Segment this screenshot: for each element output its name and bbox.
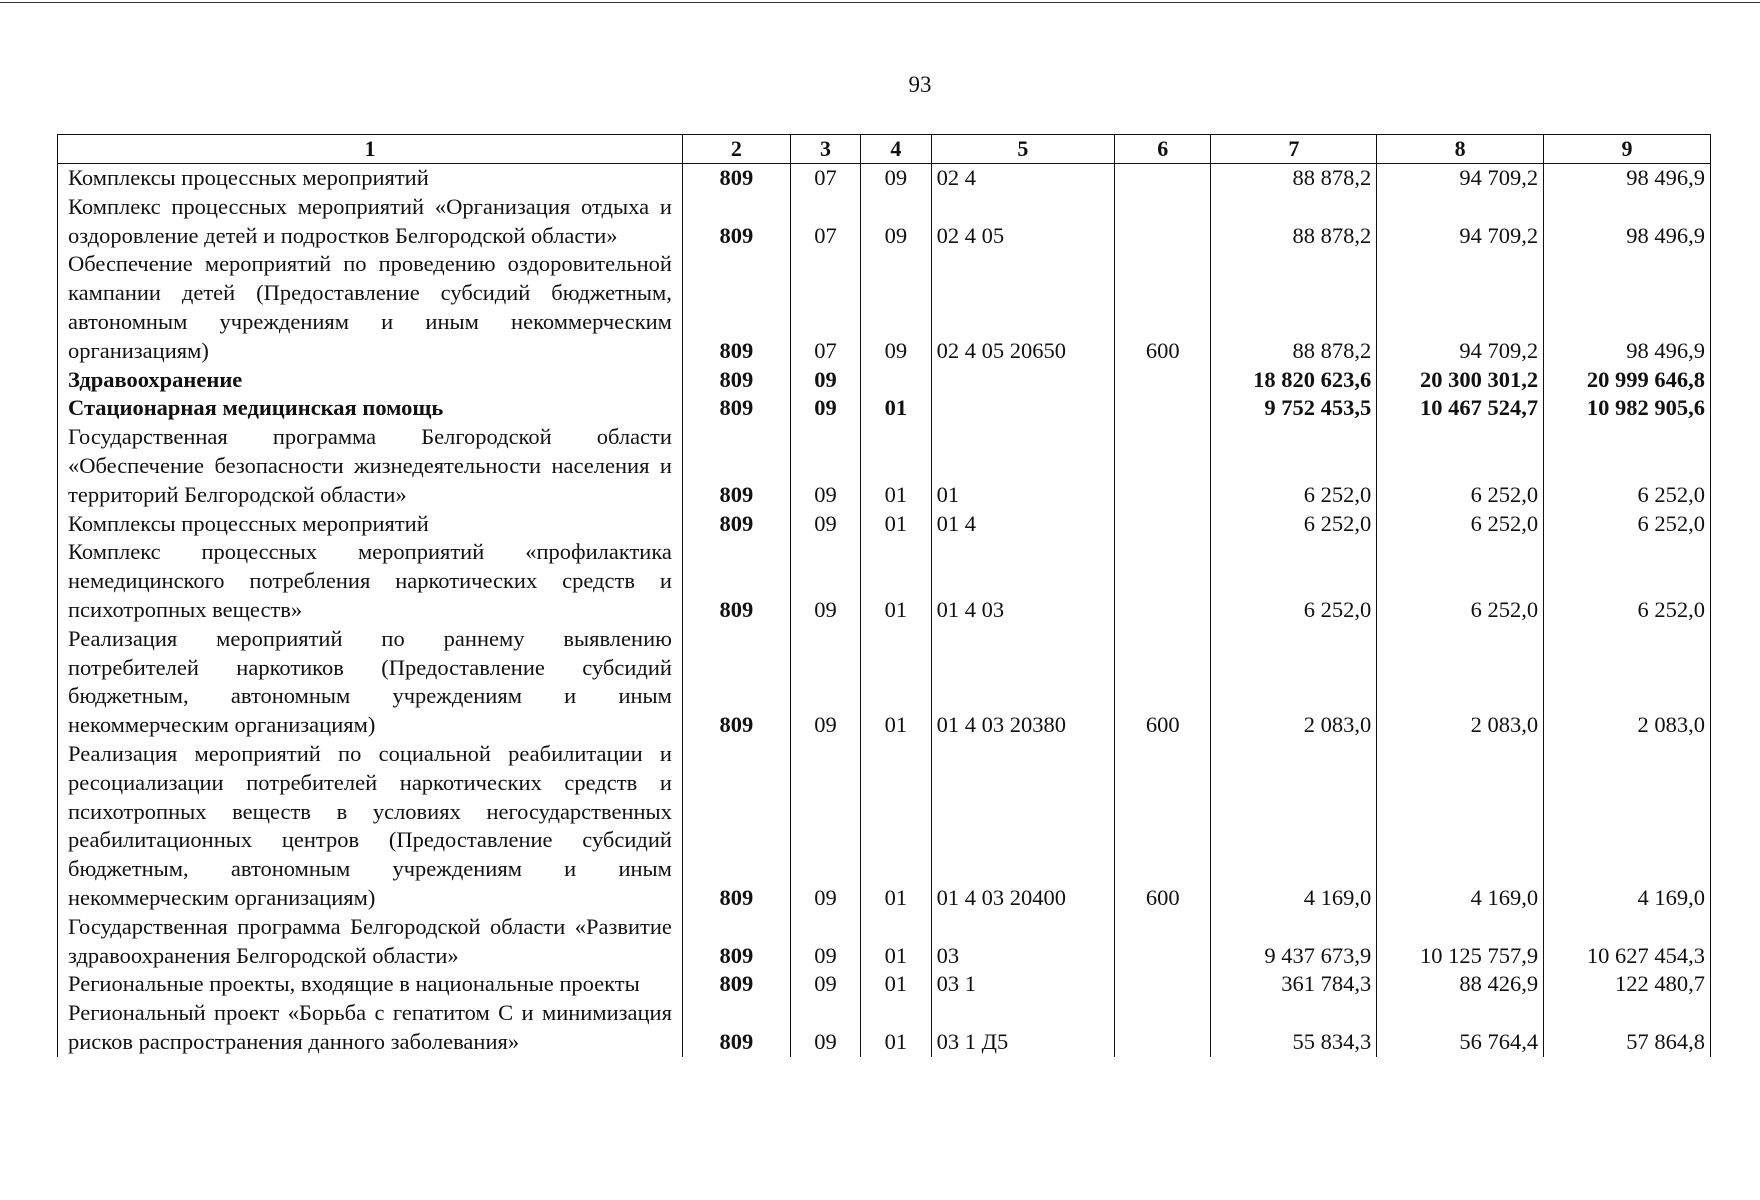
amount-col8: 6 252,0	[1377, 423, 1544, 509]
target-code: 02 4 05	[931, 193, 1114, 251]
amount-col7: 9 437 673,9	[1211, 913, 1377, 971]
amount-col9: 10 627 454,3	[1544, 913, 1711, 971]
expense-type-code	[1115, 423, 1211, 509]
amount-col7: 4 169,0	[1211, 740, 1377, 913]
section-code: 09	[790, 423, 860, 509]
amount-col8: 94 709,2	[1377, 250, 1544, 365]
table-row	[58, 625, 1711, 740]
subsection-code: 01	[861, 510, 931, 539]
section-code: 09	[790, 625, 860, 740]
section-code: 09	[790, 366, 860, 395]
table-row	[58, 394, 1711, 423]
column-header: 7	[1211, 135, 1377, 164]
row-name: Обеспечение мероприятий по проведению оздоровительной кампании детей (Предоставление субсидий бюджетным, автономным учреждениям и иным некоммерческим организациям)	[58, 250, 683, 365]
amount-col7: 2 083,0	[1211, 625, 1377, 740]
amount-col9: 122 480,7	[1544, 970, 1711, 999]
amount-col9: 98 496,9	[1544, 250, 1711, 365]
section-code: 09	[790, 740, 860, 913]
column-header: 5	[931, 135, 1114, 164]
row-name: Государственная программа Белгородской области «Развитие здравоохранения Белгородской области»	[58, 913, 683, 971]
target-code: 03 1	[931, 970, 1114, 999]
column-header: 1	[58, 135, 683, 164]
table-row	[58, 250, 1711, 365]
column-header: 2	[682, 135, 790, 164]
amount-col8: 20 300 301,2	[1377, 366, 1544, 395]
target-code: 01 4 03	[931, 538, 1114, 624]
admin-code: 809	[682, 740, 790, 913]
target-code: 01 4 03 20380	[931, 625, 1114, 740]
amount-col7: 88 878,2	[1211, 164, 1377, 193]
admin-code: 809	[682, 510, 790, 539]
expense-type-code	[1115, 970, 1211, 999]
amount-col8: 2 083,0	[1377, 625, 1544, 740]
table-row	[58, 423, 1711, 509]
amount-col9: 57 864,8	[1544, 999, 1711, 1057]
column-header: 9	[1544, 135, 1711, 164]
section-code: 07	[790, 250, 860, 365]
section-code: 09	[790, 970, 860, 999]
subsection-code: 01	[861, 740, 931, 913]
row-name: Здравоохранение	[58, 366, 683, 395]
expense-type-code: 600	[1115, 250, 1211, 365]
amount-col8: 56 764,4	[1377, 999, 1544, 1057]
column-header: 4	[861, 135, 931, 164]
amount-col8: 10 125 757,9	[1377, 913, 1544, 971]
expense-type-code	[1115, 394, 1211, 423]
subsection-code: 09	[861, 164, 931, 193]
expense-type-code	[1115, 538, 1211, 624]
expense-type-code	[1115, 366, 1211, 395]
table-row	[58, 999, 1711, 1057]
row-name: Реализация мероприятий по раннему выявлению потребителей наркотиков (Предоставление субсидий бюджетным, автономным учреждениям и иным некоммерческим организациям)	[58, 625, 683, 740]
expense-type-code	[1115, 510, 1211, 539]
amount-col9: 20 999 646,8	[1544, 366, 1711, 395]
subsection-code: 01	[861, 970, 931, 999]
amount-col7: 88 878,2	[1211, 250, 1377, 365]
target-code	[931, 394, 1114, 423]
amount-col9: 98 496,9	[1544, 193, 1711, 251]
amount-col8: 4 169,0	[1377, 740, 1544, 913]
target-code: 02 4	[931, 164, 1114, 193]
table-row	[58, 970, 1711, 999]
column-header: 6	[1115, 135, 1211, 164]
admin-code: 809	[682, 913, 790, 971]
target-code: 02 4 05 20650	[931, 250, 1114, 365]
target-code: 03 1 Д5	[931, 999, 1114, 1057]
amount-col9: 10 982 905,6	[1544, 394, 1711, 423]
table-row	[58, 164, 1711, 193]
amount-col9: 6 252,0	[1544, 423, 1711, 509]
section-code: 09	[790, 913, 860, 971]
target-code: 01 4	[931, 510, 1114, 539]
amount-col7: 6 252,0	[1211, 423, 1377, 509]
expense-type-code	[1115, 913, 1211, 971]
row-name: Комплекс процессных мероприятий «профилактика немедицинского потребления наркотических средств и психотропных веществ»	[58, 538, 683, 624]
amount-col7: 361 784,3	[1211, 970, 1377, 999]
amount-col7: 18 820 623,6	[1211, 366, 1377, 395]
target-code: 01 4 03 20400	[931, 740, 1114, 913]
subsection-code: 01	[861, 625, 931, 740]
admin-code: 809	[682, 999, 790, 1057]
section-code: 09	[790, 510, 860, 539]
table-row	[58, 913, 1711, 971]
admin-code: 809	[682, 164, 790, 193]
row-name: Комплексы процессных мероприятий	[58, 164, 683, 193]
amount-col7: 9 752 453,5	[1211, 394, 1377, 423]
column-header: 8	[1377, 135, 1544, 164]
row-name: Комплексы процессных мероприятий	[58, 510, 683, 539]
subsection-code: 01	[861, 913, 931, 971]
admin-code: 809	[682, 394, 790, 423]
table-row	[58, 510, 1711, 539]
page-number: 93	[908, 72, 932, 97]
amount-col8: 94 709,2	[1377, 193, 1544, 251]
table-row	[58, 366, 1711, 395]
target-code: 01	[931, 423, 1114, 509]
row-name: Стационарная медицинская помощь	[58, 394, 683, 423]
table-row	[58, 538, 1711, 624]
subsection-code: 01	[861, 423, 931, 509]
section-code: 09	[790, 538, 860, 624]
row-name: Комплекс процессных мероприятий «Организация отдыха и оздоровление детей и подростков Белгородской области»	[58, 193, 683, 251]
amount-col9: 98 496,9	[1544, 164, 1711, 193]
admin-code: 809	[682, 970, 790, 999]
admin-code: 809	[682, 250, 790, 365]
target-code	[931, 366, 1114, 395]
section-code: 07	[790, 193, 860, 251]
admin-code: 809	[682, 423, 790, 509]
row-name: Региональные проекты, входящие в национальные проекты	[58, 970, 683, 999]
subsection-code: 09	[861, 250, 931, 365]
section-code: 07	[790, 164, 860, 193]
subsection-code	[861, 366, 931, 395]
expense-type-code: 600	[1115, 625, 1211, 740]
amount-col9: 6 252,0	[1544, 538, 1711, 624]
subsection-code: 09	[861, 193, 931, 251]
row-name: Реализация мероприятий по социальной реабилитации и ресоциализации потребителей наркотических средств и психотропных веществ в условиях негосударственных реабилитационных центров (Предоставление субсидий бюджетным, автономным учреждениям и иным некоммерческим организациям)	[58, 740, 683, 913]
expense-type-code	[1115, 193, 1211, 251]
admin-code: 809	[682, 366, 790, 395]
amount-col7: 88 878,2	[1211, 193, 1377, 251]
amount-col9: 2 083,0	[1544, 625, 1711, 740]
top-rule	[0, 2, 1760, 3]
table-row	[58, 740, 1711, 913]
expense-type-code	[1115, 999, 1211, 1057]
row-name: Региональный проект «Борьба с гепатитом С и минимизация рисков распространения данного заболевания»	[58, 999, 683, 1057]
budget-table	[57, 134, 1711, 1057]
table-row	[58, 193, 1711, 251]
amount-col9: 6 252,0	[1544, 510, 1711, 539]
column-header: 3	[790, 135, 860, 164]
amount-col8: 88 426,9	[1377, 970, 1544, 999]
admin-code: 809	[682, 193, 790, 251]
subsection-code: 01	[861, 538, 931, 624]
amount-col8: 6 252,0	[1377, 538, 1544, 624]
amount-col7: 6 252,0	[1211, 510, 1377, 539]
admin-code: 809	[682, 538, 790, 624]
amount-col7: 6 252,0	[1211, 538, 1377, 624]
amount-col8: 10 467 524,7	[1377, 394, 1544, 423]
expense-type-code: 600	[1115, 740, 1211, 913]
target-code: 03	[931, 913, 1114, 971]
admin-code: 809	[682, 625, 790, 740]
expense-type-code	[1115, 164, 1211, 193]
section-code: 09	[790, 999, 860, 1057]
subsection-code: 01	[861, 999, 931, 1057]
amount-col8: 6 252,0	[1377, 510, 1544, 539]
row-name: Государственная программа Белгородской области «Обеспечение безопасности жизнедеятельности населения и территорий Белгородской области»	[58, 423, 683, 509]
subsection-code: 01	[861, 394, 931, 423]
header-row	[58, 135, 1711, 164]
section-code: 09	[790, 394, 860, 423]
amount-col7: 55 834,3	[1211, 999, 1377, 1057]
amount-col9: 4 169,0	[1544, 740, 1711, 913]
amount-col8: 94 709,2	[1377, 164, 1544, 193]
